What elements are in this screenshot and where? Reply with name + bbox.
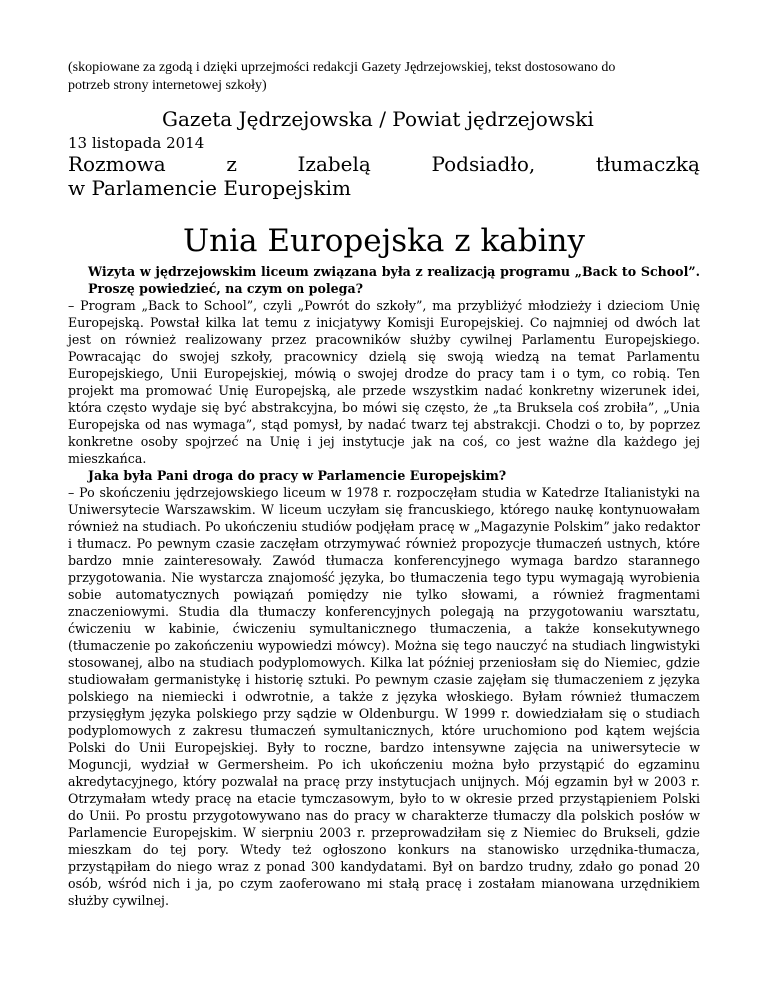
answer-2: – Po skończeniu jędrzejowskiego liceum w 1978 r. rozpoczęłam studia w Katedrze Italianistyki na Uniwersytecie Warszawskim. W liceum uczyłam się francuskiego, którego naukę kontynuowałam również na studiach. Po ukończeniu studiów podjęłam pracę w „Magazynie Polskim” jako redaktor i tłumacz. Po pewnym czasie zaczęłam otrzymywać również propozycje tłumaczeń ustnych, które bardzo mnie zainteresowały. Zawód tłumacza konferencyjnego wymaga bardzo starannego przygotowania. Nie wystarcza znajomość języka, bo tłumaczenia tego typu wymagają wyrobienia sobie automatycznych powiązań pomiędzy nie tylko słowami, a również fragmentami znaczeniowymi. Studia dla tłumaczy konferencyjnych polegają na przygotowaniu warsztatu, ćwiczeniu w kabinie, ćwiczeniu symultanicznego tłumaczenia, a także konsekutywnego (tłumaczenie po zakończeniu wypowiedzi mówcy). Można się tego nauczyć na studiach lingwistyki stosowanej, albo na studiach podyplomowych. Kilka lat później przeniosłam się do Niemiec, gdzie studiowałam germanistykę i historię sztuki. Po pewnym czasie zajęłam się tłumaczeniem z języka polskiego na niemiecki i odwrotnie, a także z języka włoskiego. Byłam również tłumaczem przysięgłym języka polskiego przy sądzie w Oldenburgu. W 1999 r. dowiedziałam się o studiach podyplomowych z zakresu tłumaczeń symultanicznych, które uruchomiono pod kątem wejścia Polski do Unii Europejskiej. Były to roczne, bardzo intensywne zajęcia na uniwersytecie w Moguncji, wydział w Germersheim. Po ich ukończeniu można było przystąpić do egzaminu akredytacyjnego, który pozwalał na pracę przy instytucjach unijnych. Mój egzamin był w 2003 r. Otrzymałam wtedy pracę na etacie tymczasowym, było to w okresie przed przystąpieniem Polski do Unii. Po prostu przygotowywano nas do pracy w charakterze tłumaczy dla polskich posłów w Parlamencie Europejskim. W sierpniu 2003 r. przeprowadziłam się z Niemiec do Brukseli, gdzie mieszkam do tej pory. Wtedy też ogłoszono konkurs na stanowisko urzędnika-tłumacza, przystąpiłam do niego wraz z ponad 300 kandydatami. Był on bardzo trudny, zdało go ponad 20 osób, wśród nich i ja, po czym zaoferowano mi stałą pracę i zostałam mianowana urzędnikiem służby cywilnej.: [68, 485, 700, 908]
article-body: [68, 263, 700, 909]
subtitle-word: z: [226, 152, 237, 176]
copyright-note: (skopiowane za zgodą i dzięki uprzejmości redakcji Gazety Jędrzejowskiej, tekst dostosowano do potrzeb strony internetowej szkoły): [68, 60, 616, 93]
publication-date: 13 listopada 2014: [68, 134, 205, 152]
subtitle-word: Podsiadło,: [431, 152, 536, 176]
subtitle-word: Rozmowa: [68, 152, 166, 176]
subtitle-word: Izabelą: [297, 152, 371, 176]
source-heading: Gazeta Jędrzejowska / Powiat jędrzejowski: [162, 107, 594, 131]
subtitle-word: tłumaczką: [595, 152, 700, 176]
article-headline: Unia Europejska z kabiny: [183, 223, 585, 259]
article-subtitle: [68, 152, 700, 200]
subtitle-line-2: w Parlamencie Europejskim: [68, 176, 351, 200]
answer-1: – Program „Back to School”, czyli „Powrót do szkoły”, ma przybliżyć młodzieży i dzieciom Unię Europejską. Powstał kilka lat temu z inicjatywy Komisji Europejskiej. Co najmniej od dwóch lat jest on również realizowany przez pracowników służby cywilnej Parlamentu Europejskiego. Powracając do swojej szkoły, pracownicy dzielą się swoją wiedzą na temat Parlamentu Europejskiego, Unii Europejskiej, mówią o swojej drodze do pracy tam i o tym, co robią. Ten projekt ma promować Unię Europejską, ale przede wszystkim nadać konkretny wizerunek idei, która często wydaje się być abstrakcyjna, bo mówi się często, że „ta Bruksela coś zrobiła”, „Unia Europejska od nas wymaga”, stąd pomysł, by nadać twarz tej abstrakcji. Chodzi o to, by poprzez konkretne osoby spojrzeć na Unię i jej instytucje jak na coś, co jest ważne dla każdego jej mieszkańca.: [68, 298, 700, 466]
question-2: Jaka była Pani droga do pracy w Parlamencie Europejskim?: [88, 468, 507, 483]
question-1: Wizyta w jędrzejowskim liceum związana była z realizacją programu „Back to School”. Proszę powiedzieć, na czym on polega?: [88, 264, 700, 296]
subtitle-line-1: [68, 152, 700, 176]
